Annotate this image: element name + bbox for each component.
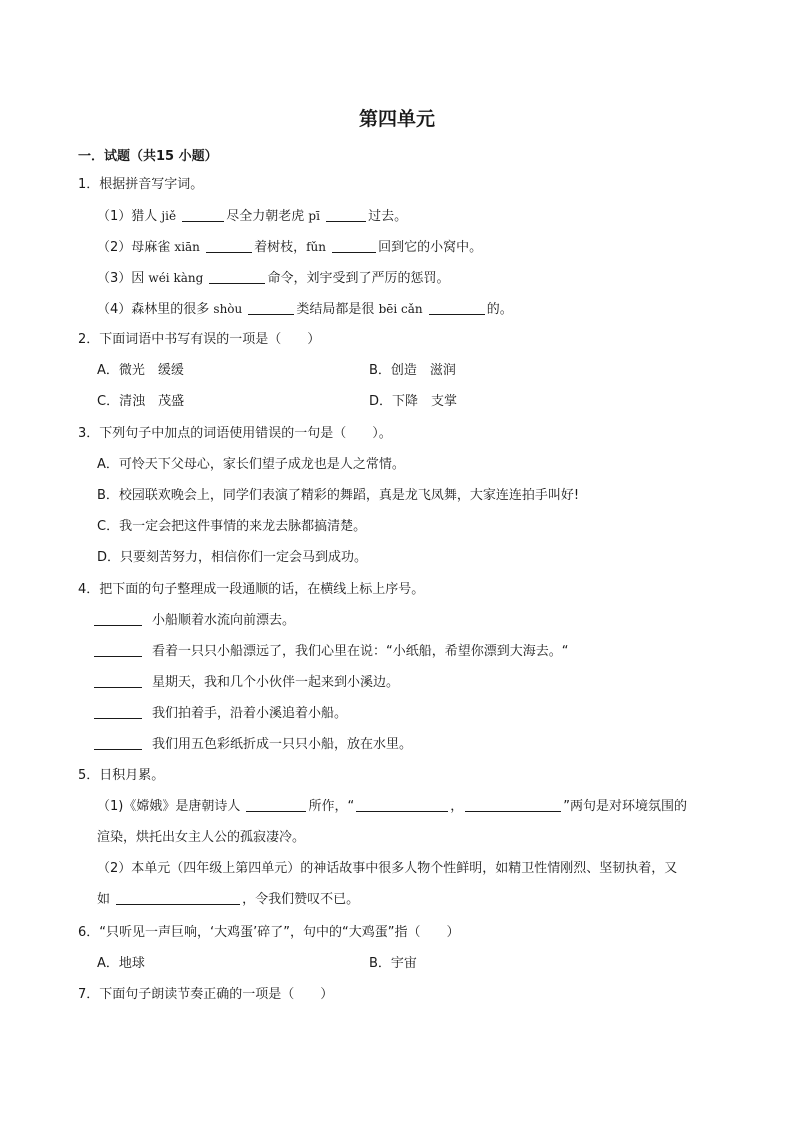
option-b[interactable]: B．校园联欢晚会上，同学们表演了精彩的舞蹈，真是龙飞凤舞，大家连连拍手叫好!: [97, 488, 580, 503]
text: （3）因: [97, 271, 145, 286]
question-5-item-1-cont: 渲染，烘托出女主人公的孤寂凄冷。: [97, 830, 306, 845]
answer-blank[interactable]: [429, 301, 485, 315]
text: ”两句是对环境氛围的: [563, 799, 687, 814]
question-1-stem: 1．根据拼音写字词。: [78, 177, 204, 192]
ordering-item: [97, 674, 399, 692]
section-heading: 一．试题（共15 小题）: [78, 149, 218, 164]
answer-blank[interactable]: [116, 891, 240, 905]
ordering-item: [97, 612, 295, 630]
option-a[interactable]: A．微光 缓缓: [97, 363, 184, 378]
question-6-stem: 6．“只听见一声巨响，‘大鸡蛋’碎了”，句中的“大鸡蛋”指（ ）: [78, 925, 460, 940]
text: 尽全力朝老虎: [226, 209, 305, 224]
text: 命令，刘宇受到了严厉的惩罚。: [267, 271, 450, 286]
order-blank[interactable]: [94, 643, 142, 657]
option-a[interactable]: A．可怜天下父母心，家长们望子成龙也是人之常情。: [97, 457, 405, 472]
order-blank[interactable]: [94, 736, 142, 750]
text: 如: [97, 892, 111, 907]
option-b[interactable]: B．创造 滋润: [369, 363, 456, 378]
text: 星期天，我和几个小伙伴一起来到小溪边。: [152, 675, 400, 690]
order-blank[interactable]: [94, 612, 142, 626]
question-1-item-2: [97, 238, 482, 257]
answer-blank[interactable]: [326, 208, 366, 222]
text: 回到它的小窝中。: [378, 240, 483, 255]
pinyin: fǔn: [306, 240, 326, 254]
option-c[interactable]: C．清浊 茂盛: [97, 394, 185, 409]
answer-blank[interactable]: [182, 208, 224, 222]
option-d[interactable]: D．只要刻苦努力，相信你们一定会马到成功。: [97, 550, 368, 565]
pinyin: pī: [308, 209, 320, 223]
question-3-stem: 3．下列句子中加点的词语使用错误的一句是（ ）。: [78, 426, 392, 441]
question-7-stem: 7．下面句子朗读节奏正确的一项是（ ）: [78, 987, 334, 1002]
text: 小船顺着水流向前漂去。: [152, 613, 296, 628]
pinyin: jiě: [161, 209, 177, 223]
question-1-item-1: [97, 207, 407, 226]
answer-blank[interactable]: [465, 798, 561, 812]
answer-blank[interactable]: [248, 301, 294, 315]
answer-blank[interactable]: [206, 239, 252, 253]
pinyin: xiān: [174, 240, 200, 254]
text: ，: [450, 799, 464, 814]
text: 过去。: [368, 209, 408, 224]
text: ，令我们赞叹不已。: [242, 892, 360, 907]
pinyin: wéi kàng: [148, 271, 204, 285]
question-5-stem: 5．日积月累。: [78, 768, 165, 783]
text: 我们拍着手，沿着小溪追着小船。: [152, 706, 348, 721]
text: （2）母麻雀: [97, 240, 171, 255]
ordering-item: [97, 736, 412, 754]
option-c[interactable]: C．我一定会把这件事情的来龙去脉都搞清楚。: [97, 519, 367, 534]
question-5-item-1: [97, 798, 687, 816]
answer-blank[interactable]: [332, 239, 376, 253]
question-5-item-2-cont: [97, 891, 359, 909]
text: 的。: [486, 302, 513, 317]
option-a[interactable]: A．地球: [97, 956, 145, 971]
text: （1)《嫦娥》是唐朝诗人: [97, 799, 241, 814]
option-d[interactable]: D．下降 支掌: [369, 394, 458, 409]
question-4-stem: 4．把下面的句子整理成一段通顺的话，在横线上标上序号。: [78, 582, 425, 597]
text: （1）猎人: [97, 209, 158, 224]
answer-blank[interactable]: [246, 798, 306, 812]
text: 看着一只只小船漂远了，我们心里在说：“小纸船，希望你漂到大海去。“: [152, 644, 569, 659]
answer-blank[interactable]: [209, 270, 265, 284]
pinyin: bēi cǎn: [378, 302, 423, 316]
order-blank[interactable]: [94, 674, 142, 688]
question-5-item-2: （2）本单元（四年级上第四单元）的神话故事中很多人物个性鲜明，如精卫性情刚烈、坚韧执着，又: [97, 861, 678, 876]
text: 所作，“: [308, 799, 355, 814]
ordering-item: [97, 643, 568, 661]
answer-blank[interactable]: [356, 798, 448, 812]
question-1-item-3: [97, 269, 449, 288]
order-blank[interactable]: [94, 705, 142, 719]
ordering-item: [97, 705, 347, 723]
page-title: 第四单元: [358, 108, 435, 130]
option-b[interactable]: B．宇宙: [369, 956, 417, 971]
text: 着树枝，: [254, 240, 307, 255]
text: 我们用五色彩纸折成一只只小船，放在水里。: [152, 737, 413, 752]
pinyin: shòu: [213, 302, 243, 316]
question-2-stem: 2．下面词语中书写有误的一项是（ ）: [78, 332, 321, 347]
question-1-item-4: [97, 300, 513, 319]
text: （4）森林里的很多: [97, 302, 210, 317]
text: 类结局都是很: [296, 302, 375, 317]
